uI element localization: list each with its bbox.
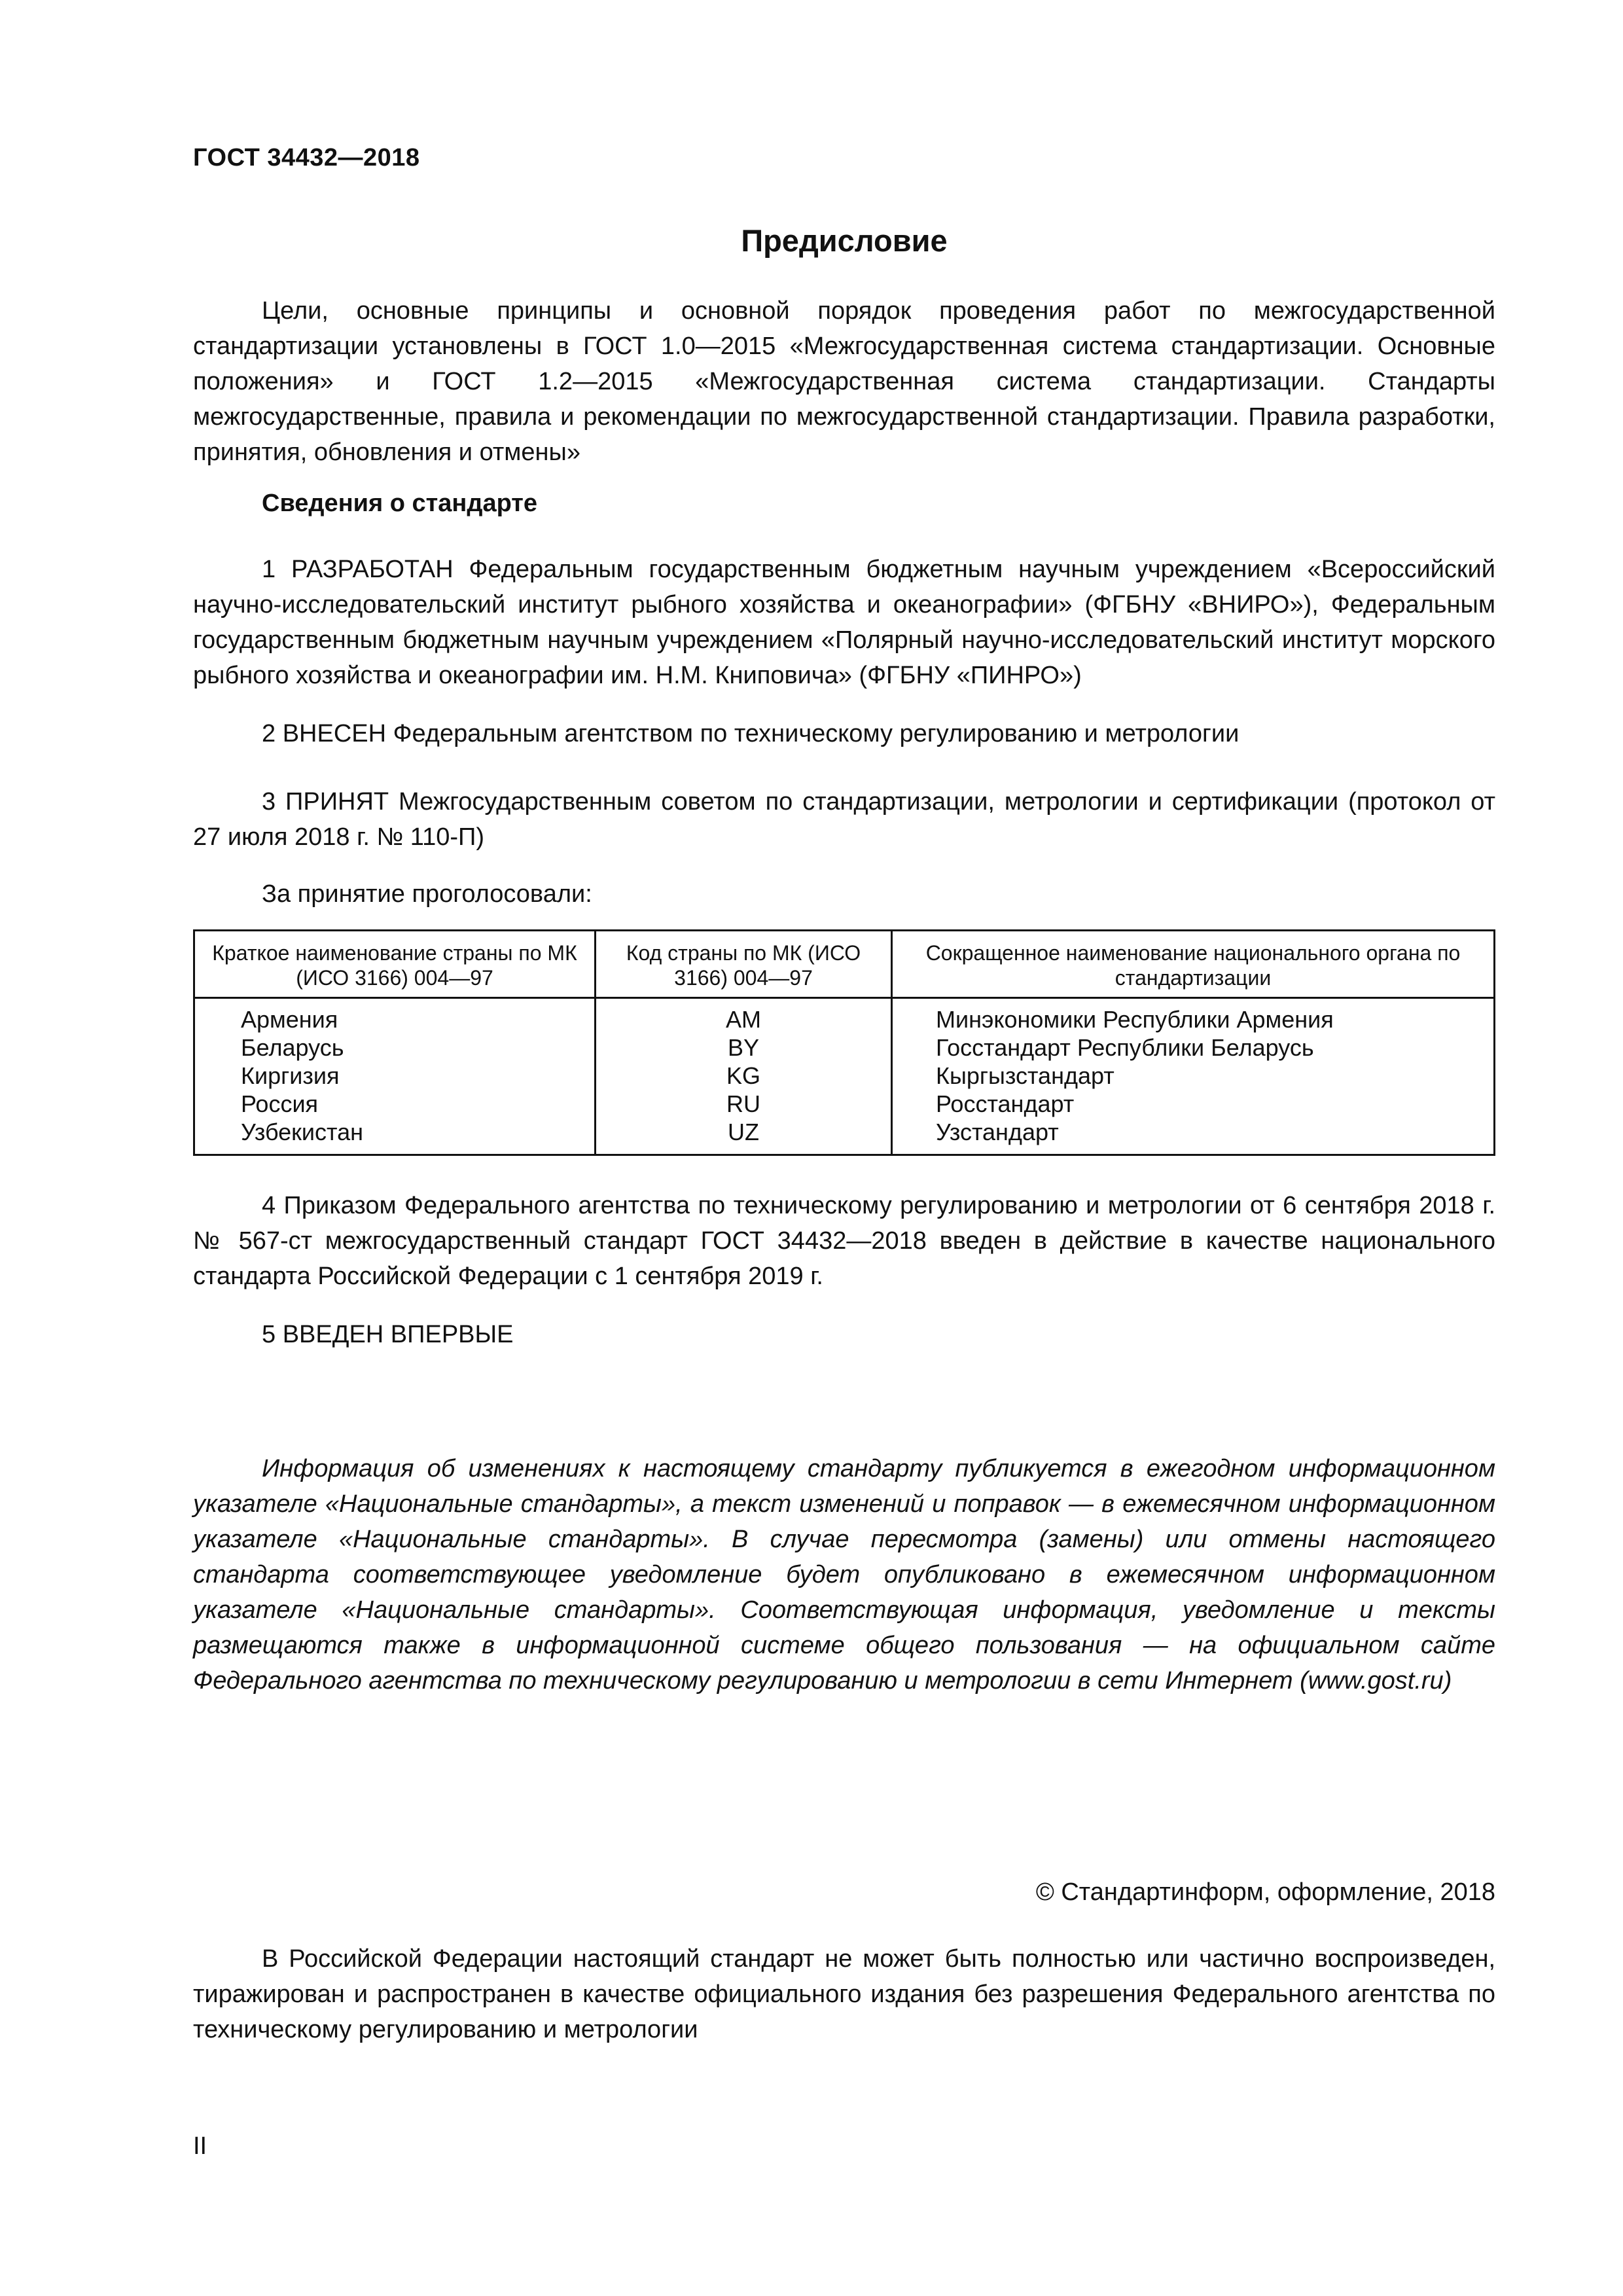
code-cell: UZ — [596, 1118, 892, 1155]
agency-cell: Госстандарт Республики Беларусь — [936, 1034, 1314, 1061]
col-header-code: Код страны по МК (ИСО 3166) 004—97 — [596, 931, 892, 998]
item-1-developed: 1 РАЗРАБОТАН Федеральным государственным бюджетным научным учреждением «Всероссийский научно-исследовательский институт рыбного хозяйства и океанографии» (ФГБНУ «ВНИРО»), Федеральным государственным бюджетным научным учреждением «Полярный научно-исследовательский институт морского рыбного хозяйства и океанографии им. Н.М. Книповича» (ФГБНУ «ПИНРО») — [193, 556, 1495, 689]
page-title: Предисловие — [741, 223, 948, 258]
agency-cell: Росстандарт — [936, 1090, 1075, 1117]
intro-paragraph: Цели, основные принципы и основной порядок проведения работ по межгосударственной стандартизации установлены в ГОСТ 1.0—2015 «Межгосударственная система стандартизации. Основные положения» и ГОСТ 1.2—2015 «Межгосударственная система стандартизации. Стандарты межгосударственные, правила и рекомендации по межгосударственной стандартизации. Правила разработки, принятия, обновления и отмены» — [193, 297, 1495, 466]
document-code: ГОСТ 34432—2018 — [193, 144, 420, 171]
item-4-order: 4 Приказом Федерального агентства по техническому регулированию и метрологии от 6 сентября 2018 г. № 567-ст межгосударственный стандарт ГОСТ 34432—2018 введен в действие в качестве национального стандарта Российской Федерации с 1 сентября 2019 г. — [193, 1192, 1495, 1290]
agency-cell: Минэкономики Республики Армения — [936, 1006, 1334, 1033]
item-2-introduced: 2 ВНЕСЕН Федеральным агентством по техническому регулированию и метрологии — [262, 720, 1240, 747]
item-3-adopted: 3 ПРИНЯТ Межгосударственным советом по стандартизации, метрологии и сертификации (протокол от 27 июля 2018 г. № 110-П) — [193, 788, 1495, 851]
agency-cell: Кыргызстандарт — [936, 1062, 1115, 1089]
table-row — [194, 1118, 1495, 1155]
table-row — [194, 1062, 1495, 1090]
code-cell: RU — [596, 1090, 892, 1118]
code-cell: AM — [596, 998, 892, 1034]
table-row — [194, 998, 1495, 1034]
country-cell: Киргизия — [194, 1062, 596, 1090]
country-cell: Беларусь — [194, 1033, 596, 1062]
page-number: II — [193, 2132, 207, 2160]
rights-statement: В Российской Федерации настоящий стандарт не может быть полностью или частично воспроизведен, тиражирован и распространен в качестве официального издания без разрешения Федерального агентства по техническому регулированию и метрологии — [193, 1945, 1495, 2043]
changes-notice: Информация об изменениях к настоящему стандарту публикуется в ежегодном информационном указателе «Национальные стандарты», а текст изменений и поправок — в ежемесячном информационном указателе «Национальные стандарты». В случае пересмотра (замены) или отмены настоящего стандарта соответствующее уведомление будет опубликовано в ежемесячном информационном указателе «Национальные стандарты». Соответствующая информация, уведомление и тексты размещаются также в информационной системе общего пользования — на официальном сайте Федерального агентства по техническому регулированию и метрологии в сети Интернет (www.gost.ru) — [193, 1455, 1495, 1695]
col-header-agency: Сокращенное наименование национального органа по стандартизации — [892, 931, 1495, 998]
col-header-country: Краткое наименование страны по МК (ИСО 3166) 004—97 — [194, 931, 596, 998]
info-heading: Сведения о стандарте — [262, 490, 538, 517]
table-row — [194, 1090, 1495, 1118]
country-cell: Армения — [194, 998, 596, 1034]
code-cell: KG — [596, 1062, 892, 1090]
country-cell: Узбекистан — [194, 1118, 596, 1155]
code-cell: BY — [596, 1033, 892, 1062]
table-row — [194, 1033, 1495, 1062]
copyright-line: © Стандартинформ, оформление, 2018 — [1035, 1878, 1495, 1906]
vote-label: За принятие проголосовали: — [262, 880, 592, 908]
item-5-first-introduced: 5 ВВЕДЕН ВПЕРВЫЕ — [262, 1321, 514, 1348]
country-cell: Россия — [194, 1090, 596, 1118]
voting-table — [193, 929, 1495, 1156]
agency-cell: Узстандарт — [936, 1119, 1059, 1145]
